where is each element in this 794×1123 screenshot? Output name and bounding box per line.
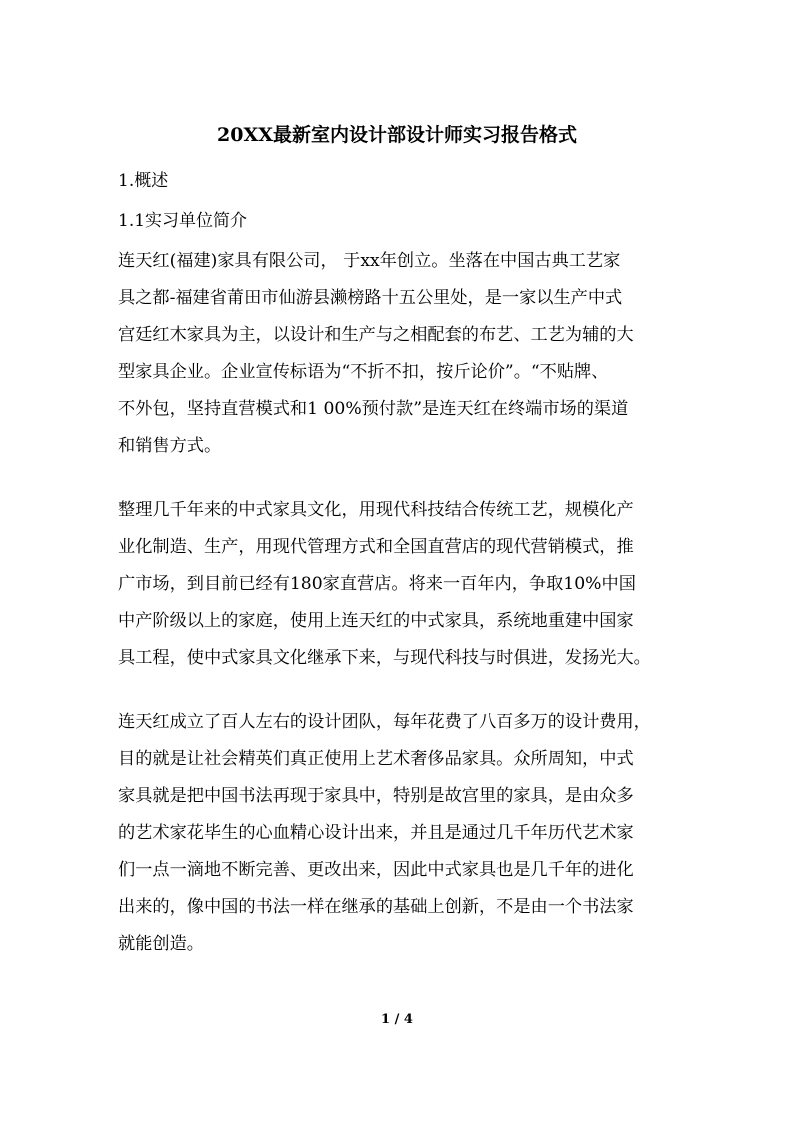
paragraph-line: 宫廷红木家具为主，以设计和生产与之相配套的布艺、工艺为辅的大 [118,325,634,345]
paragraph-line: 型家具企业。企业宣传标语为“不折不扣，按斤论价”。“不贴牌、 [118,362,609,382]
paragraph-design-team [118,704,676,963]
paragraph-line: 和销售方式。 [118,436,222,456]
paragraph-culture [118,492,676,677]
paragraph-line: 中产阶级以上的家庭，使用上连天红的中式家具，系统地重建中国家 [118,611,634,631]
paragraph-line: 具工程，使中式家具文化继承下来，与现代科技与时俱进，发扬光大。 [118,648,651,668]
paragraph-company-intro [118,243,676,465]
paragraph-line: 目的就是让社会精英们真正使用上艺术奢侈品家具。众所周知，中式 [118,749,634,769]
paragraph-line: 连天红(福建)家具有限公司， 于xx年创立。坐落在中国古典工艺家 [118,251,621,271]
document-title: 20XX最新室内设计部设计师实习报告格式 [217,124,577,146]
paragraph-line: 们一点一滴地不断完善、更改出来，因此中式家具也是几千年的进化 [118,860,634,880]
subsection-heading: 1.1实习单位简介 [118,211,248,231]
paragraph-line: 连天红成立了百人左右的设计团队，每年花费了八百多万的设计费用， [118,712,651,732]
paragraph-line: 广市场，到目前已经有180家直营店。将来一百年内，争取10%中国 [118,574,636,594]
paragraph-line: 家具就是把中国书法再现于家具中，特别是故宫里的家具，是由众多 [118,786,634,806]
paragraph-line: 具之都-福建省莆田市仙游县濑榜路十五公里处，是一家以生产中式 [118,288,623,308]
paragraph-line: 业化制造、生产，用现代管理方式和全国直营店的现代营销模式，推 [118,537,634,557]
paragraph-line: 不外包，坚持直营模式和1 00%预付款”是连天红在终端市场的渠道 [118,399,629,419]
paragraph-line: 出来的，像中国的书法一样在继承的基础上创新，不是由一个书法家 [118,897,634,917]
section-heading: 1.概述 [118,171,169,191]
page-number: 1 / 4 [381,1012,413,1027]
paragraph-line: 就能创造。 [118,934,204,954]
paragraph-line: 的艺术家花毕生的心血精心设计出来，并且是通过几千年历代艺术家 [118,823,634,843]
paragraph-line: 整理几千年来的中式家具文化，用现代科技结合传统工艺，规模化产 [118,500,634,520]
